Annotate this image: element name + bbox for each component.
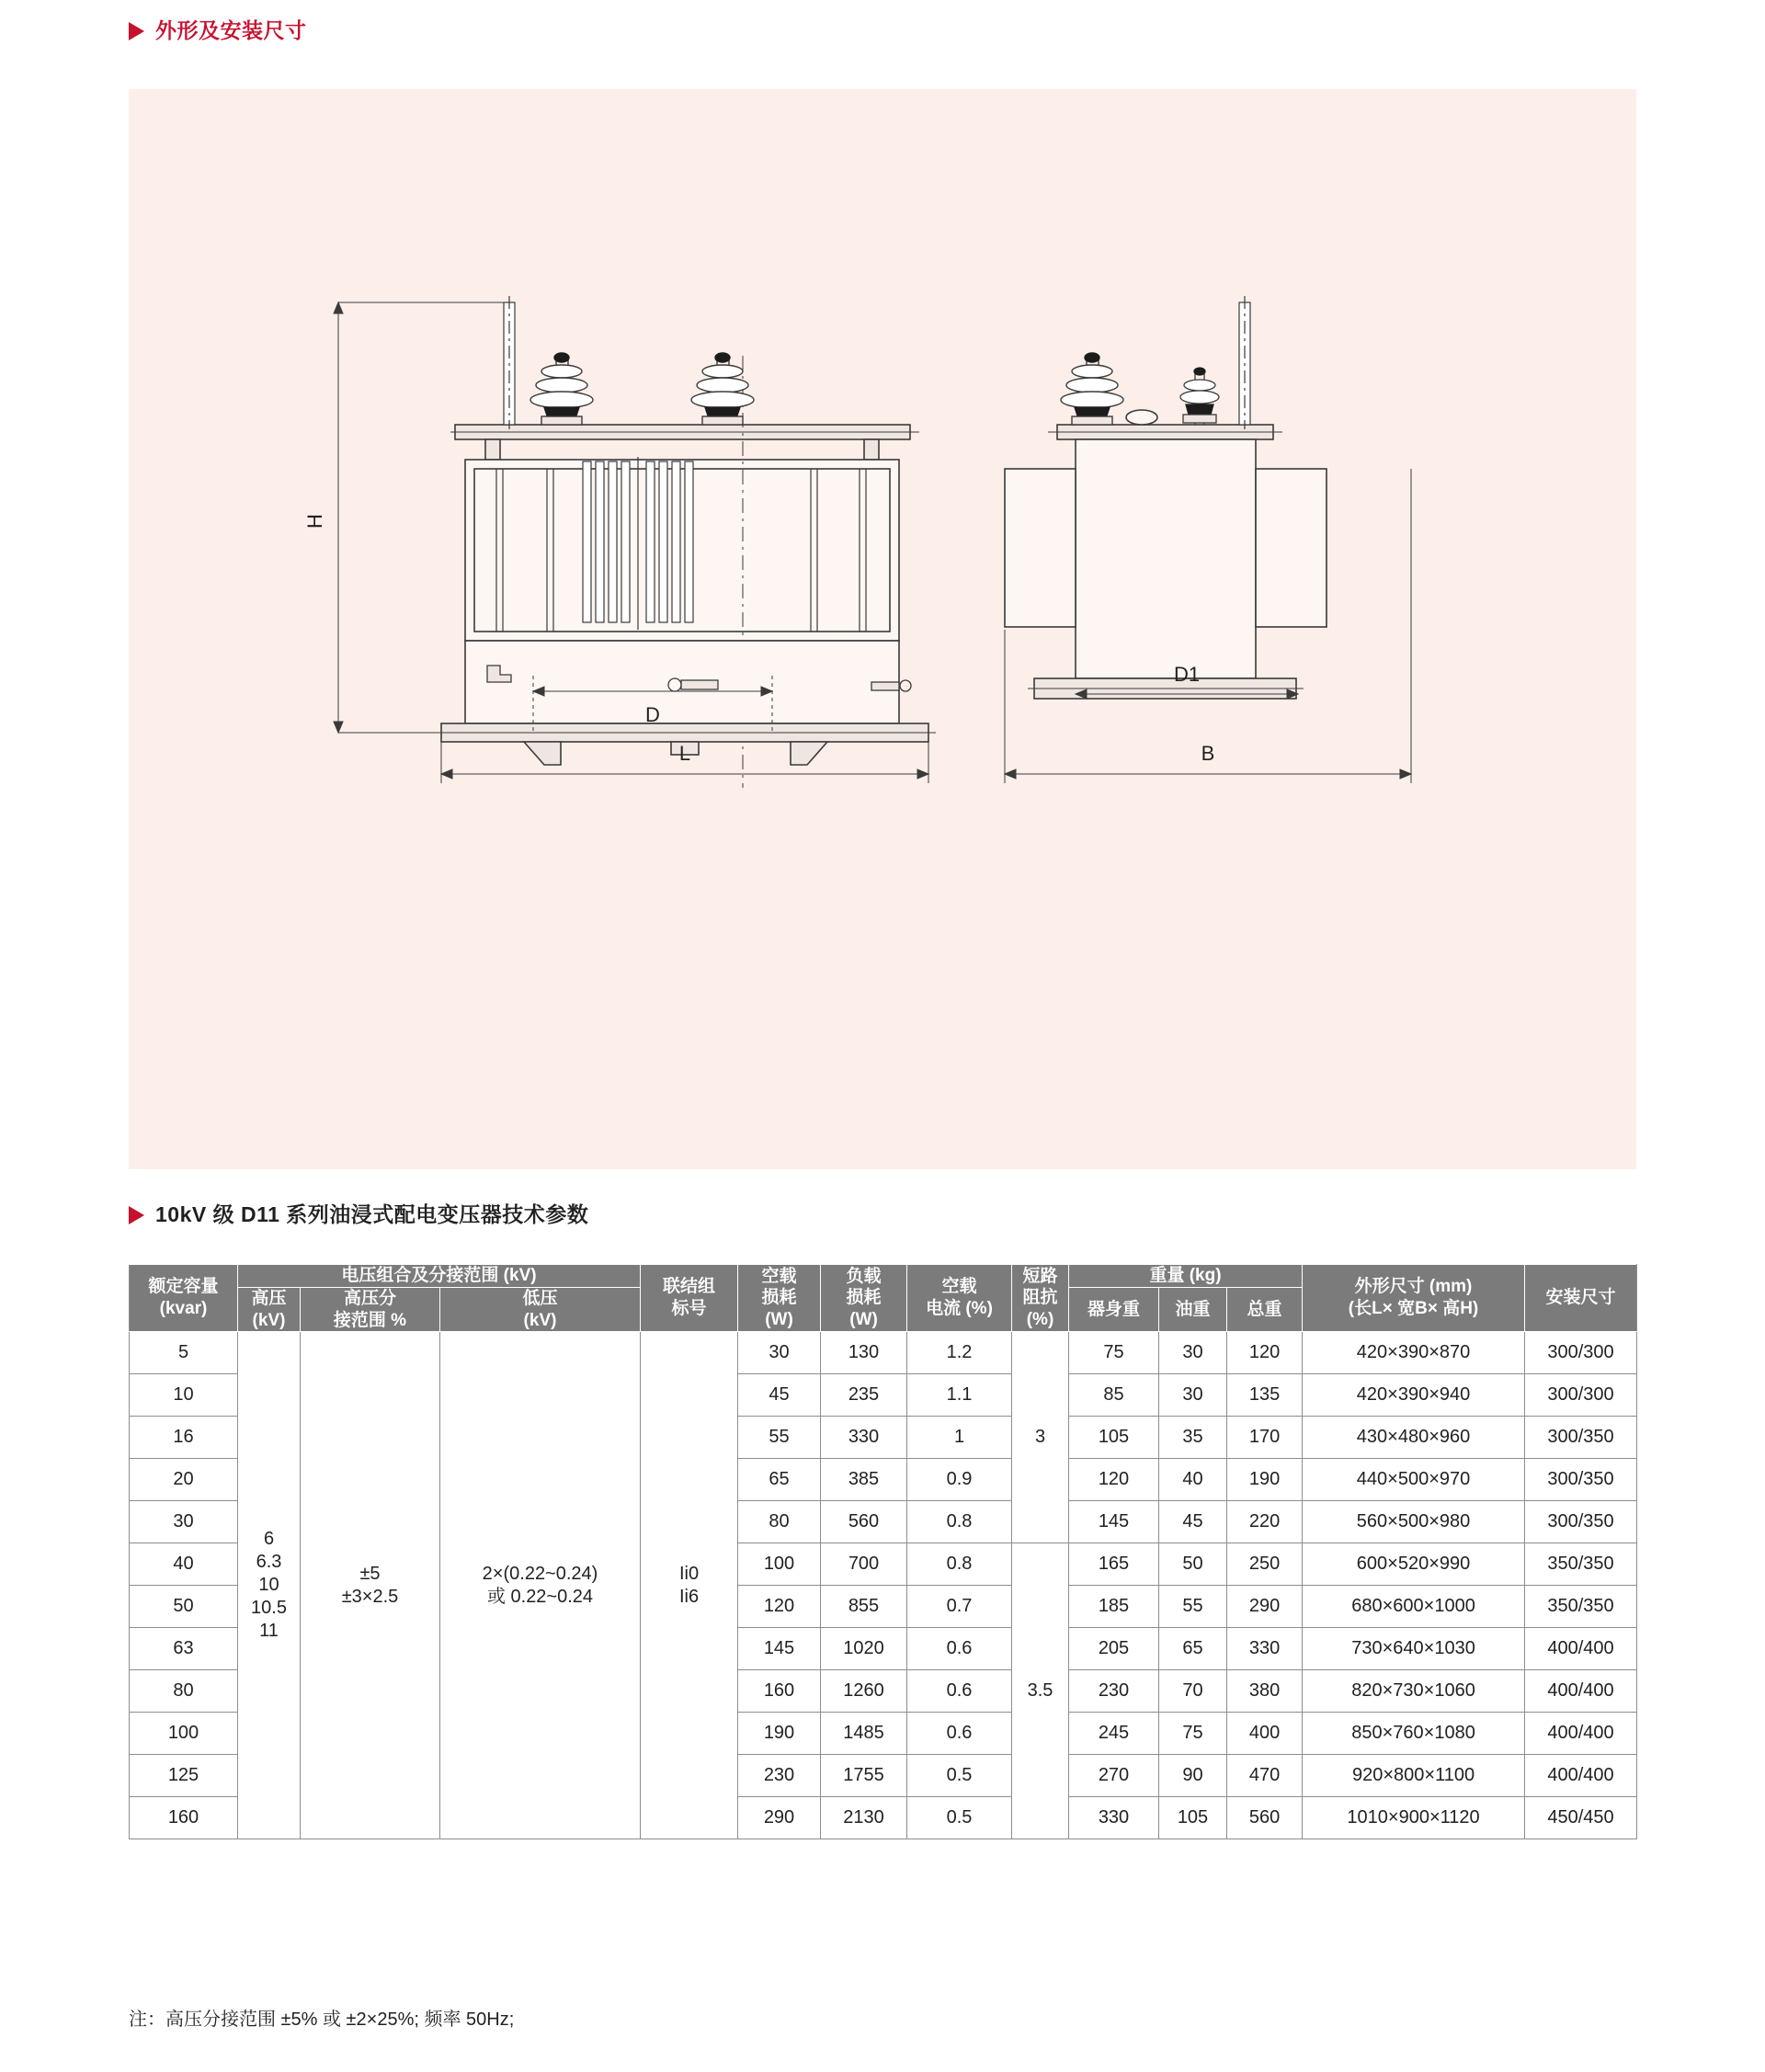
cell-body-weight: 230 xyxy=(1069,1670,1159,1713)
cell-install: 300/350 xyxy=(1525,1501,1637,1543)
cell-install: 300/350 xyxy=(1525,1417,1637,1459)
cell-total-weight: 120 xyxy=(1227,1332,1303,1374)
cell-load-loss: 235 xyxy=(821,1374,907,1417)
table-footnote: 注：高压分接范围 ±5% 或 ±2×25%; 频率 50Hz; xyxy=(129,2009,515,2030)
cell-capacity: 80 xyxy=(130,1670,238,1713)
cell-capacity: 100 xyxy=(130,1713,238,1755)
cell-outline: 430×480×960 xyxy=(1303,1417,1525,1459)
header-lv-unit: (kV) xyxy=(523,1310,557,1330)
cell-load-loss: 1020 xyxy=(821,1628,907,1670)
cell-capacity: 5 xyxy=(130,1332,238,1374)
cell-no-load-loss: 100 xyxy=(738,1543,821,1586)
cell-oil-weight: 55 xyxy=(1159,1586,1227,1628)
dim-label-D1: D1 xyxy=(1173,663,1201,686)
cell-no-load-loss: 230 xyxy=(738,1755,821,1797)
cell-oil-weight: 40 xyxy=(1159,1459,1227,1501)
cell-body-weight: 245 xyxy=(1069,1713,1159,1755)
cell-capacity: 10 xyxy=(130,1374,238,1417)
cell-capacity: 160 xyxy=(130,1797,238,1839)
spec-table-wrapper xyxy=(129,1264,1636,1839)
cell-no-load-loss: 65 xyxy=(738,1459,821,1501)
cell-total-weight: 560 xyxy=(1227,1797,1303,1839)
cell-install: 350/350 xyxy=(1525,1543,1637,1586)
header-rated-capacity xyxy=(130,1265,238,1332)
cell-load-loss: 2130 xyxy=(821,1797,907,1839)
cell-body-weight: 120 xyxy=(1069,1459,1159,1501)
cell-oil-weight: 70 xyxy=(1159,1670,1227,1713)
header-hv xyxy=(238,1287,301,1332)
cell-body-weight: 270 xyxy=(1069,1755,1159,1797)
header-impedance xyxy=(1012,1265,1069,1332)
header-connection xyxy=(641,1265,738,1332)
dim-label-L: L xyxy=(678,742,691,765)
cell-no-load-current: 1.1 xyxy=(907,1374,1012,1417)
cell-no-load-current: 0.9 xyxy=(907,1459,1012,1501)
header-hv-tap xyxy=(301,1287,440,1332)
cell-oil-weight: 30 xyxy=(1159,1374,1227,1417)
cell-total-weight: 190 xyxy=(1227,1459,1303,1501)
cell-install: 400/400 xyxy=(1525,1670,1637,1713)
header-no-load-current-line2: 电流 (%) xyxy=(926,1299,993,1319)
cell-oil-weight: 50 xyxy=(1159,1543,1227,1586)
header-hv-line1: 高压 xyxy=(251,1288,287,1308)
header-install-size: 安装尺寸 xyxy=(1525,1265,1637,1332)
cell-capacity: 63 xyxy=(130,1628,238,1670)
cell-load-loss: 130 xyxy=(821,1332,907,1374)
cell-outline: 420×390×940 xyxy=(1303,1374,1525,1417)
table-row xyxy=(130,1332,1637,1374)
cell-body-weight: 185 xyxy=(1069,1586,1159,1628)
cell-load-loss: 700 xyxy=(821,1543,907,1586)
cell-load-loss: 385 xyxy=(821,1459,907,1501)
cell-no-load-loss: 290 xyxy=(738,1797,821,1839)
cell-capacity: 125 xyxy=(130,1755,238,1797)
header-voltage-group: 电压组合及分接范围 (kV) xyxy=(238,1265,641,1288)
header-lv xyxy=(440,1287,641,1332)
header-weight: 重量 (kg) xyxy=(1069,1265,1303,1288)
cell-oil-weight: 90 xyxy=(1159,1755,1227,1797)
cell-total-weight: 220 xyxy=(1227,1501,1303,1543)
cell-oil-weight: 65 xyxy=(1159,1628,1227,1670)
cell-oil-weight: 35 xyxy=(1159,1417,1227,1459)
cell-no-load-loss: 30 xyxy=(738,1332,821,1374)
cell-no-load-current: 0.5 xyxy=(907,1755,1012,1797)
outline-drawing-panel xyxy=(129,89,1636,1169)
cell-install: 300/300 xyxy=(1525,1332,1637,1374)
header-impedance-line2: 阻抗 xyxy=(1022,1288,1058,1308)
header-load-loss-unit: (W) xyxy=(849,1310,878,1329)
cell-total-weight: 250 xyxy=(1227,1543,1303,1586)
cell-install: 350/350 xyxy=(1525,1586,1637,1628)
cell-total-weight: 290 xyxy=(1227,1586,1303,1628)
header-connection-line1: 联结组 xyxy=(662,1277,715,1297)
header-hv-tap-line1: 高压分 xyxy=(343,1288,396,1308)
header-hv-tap-line2: 接范围 % xyxy=(333,1310,407,1330)
cell-outline: 420×390×870 xyxy=(1303,1332,1525,1374)
cell-outline: 680×600×1000 xyxy=(1303,1586,1525,1628)
header-outline-size-line2: (长L× 宽B× 高H) xyxy=(1348,1299,1479,1319)
table-header-row-1 xyxy=(130,1265,1637,1288)
cell-hv-values: 6 6.3 10 10.5 11 xyxy=(238,1332,301,1839)
cell-capacity: 30 xyxy=(130,1501,238,1543)
cell-impedance-upper: 3 xyxy=(1012,1332,1069,1543)
cell-no-load-current: 0.8 xyxy=(907,1501,1012,1543)
cell-load-loss: 330 xyxy=(821,1417,907,1459)
cell-connection-values: Ii0 Ii6 xyxy=(641,1332,738,1839)
cell-no-load-loss: 190 xyxy=(738,1713,821,1755)
cell-lv-values: 2×(0.22~0.24) 或 0.22~0.24 xyxy=(440,1332,641,1839)
cell-total-weight: 470 xyxy=(1227,1755,1303,1797)
cell-no-load-current: 0.6 xyxy=(907,1628,1012,1670)
cell-body-weight: 165 xyxy=(1069,1543,1159,1586)
cell-no-load-loss: 55 xyxy=(738,1417,821,1459)
cell-total-weight: 380 xyxy=(1227,1670,1303,1713)
cell-outline: 600×520×990 xyxy=(1303,1543,1525,1586)
triangle-marker-icon xyxy=(129,1206,144,1224)
header-load-loss-line1: 负载 xyxy=(846,1266,882,1286)
cell-install: 400/400 xyxy=(1525,1713,1637,1755)
cell-no-load-current: 0.6 xyxy=(907,1713,1012,1755)
cell-capacity: 50 xyxy=(130,1586,238,1628)
header-impedance-unit: (%) xyxy=(1026,1310,1054,1329)
spec-table xyxy=(129,1264,1637,1839)
cell-no-load-loss: 160 xyxy=(738,1670,821,1713)
header-outline-size-line1: 外形尺寸 (mm) xyxy=(1354,1277,1473,1297)
cell-oil-weight: 45 xyxy=(1159,1501,1227,1543)
cell-load-loss: 560 xyxy=(821,1501,907,1543)
header-no-load-current xyxy=(907,1265,1012,1332)
header-total-weight: 总重 xyxy=(1227,1287,1303,1332)
dim-label-B: B xyxy=(1201,742,1215,765)
cell-no-load-current: 0.6 xyxy=(907,1670,1012,1713)
cell-install: 400/400 xyxy=(1525,1628,1637,1670)
cell-body-weight: 145 xyxy=(1069,1501,1159,1543)
header-no-load-loss-line1: 空载 xyxy=(761,1266,797,1286)
cell-capacity: 20 xyxy=(130,1459,238,1501)
cell-capacity: 16 xyxy=(130,1417,238,1459)
cell-total-weight: 400 xyxy=(1227,1713,1303,1755)
header-lv-line1: 低压 xyxy=(522,1288,558,1308)
cell-no-load-current: 1 xyxy=(907,1417,1012,1459)
cell-load-loss: 1260 xyxy=(821,1670,907,1713)
cell-impedance-lower: 3.5 xyxy=(1012,1543,1069,1839)
header-connection-line2: 标号 xyxy=(671,1299,707,1319)
cell-no-load-loss: 145 xyxy=(738,1628,821,1670)
cell-total-weight: 135 xyxy=(1227,1374,1303,1417)
cell-outline: 820×730×1060 xyxy=(1303,1670,1525,1713)
cell-install: 300/300 xyxy=(1525,1374,1637,1417)
header-impedance-line1: 短路 xyxy=(1022,1266,1058,1286)
cell-total-weight: 330 xyxy=(1227,1628,1303,1670)
cell-outline: 730×640×1030 xyxy=(1303,1628,1525,1670)
cell-hv-tap-values: ±5 ±3×2.5 xyxy=(301,1332,440,1839)
cell-install: 450/450 xyxy=(1525,1797,1637,1839)
cell-outline: 850×760×1080 xyxy=(1303,1713,1525,1755)
cell-install: 300/350 xyxy=(1525,1459,1637,1501)
header-no-load-loss-unit: (W) xyxy=(765,1310,793,1329)
header-body-weight: 器身重 xyxy=(1069,1287,1159,1332)
header-rated-capacity-line1: 额定容量 xyxy=(148,1277,219,1297)
cell-no-load-loss: 45 xyxy=(738,1374,821,1417)
dimensions-heading-text: 外形及安装尺寸 xyxy=(155,18,307,42)
dim-label-D: D xyxy=(645,703,660,726)
header-load-loss-line2: 损耗 xyxy=(846,1288,882,1308)
cell-oil-weight: 75 xyxy=(1159,1713,1227,1755)
cell-no-load-current: 1.2 xyxy=(907,1332,1012,1374)
cell-outline: 560×500×980 xyxy=(1303,1501,1525,1543)
header-oil-weight: 油重 xyxy=(1159,1287,1227,1332)
cell-no-load-loss: 120 xyxy=(738,1586,821,1628)
cell-capacity: 40 xyxy=(130,1543,238,1586)
cell-oil-weight: 105 xyxy=(1159,1797,1227,1839)
cell-body-weight: 105 xyxy=(1069,1417,1159,1459)
transformer-outline-drawing xyxy=(129,89,1636,1169)
dim-label-H: H xyxy=(303,514,326,529)
cell-no-load-current: 0.8 xyxy=(907,1543,1012,1586)
cell-body-weight: 85 xyxy=(1069,1374,1159,1417)
table-body xyxy=(130,1332,1637,1839)
header-no-load-current-line1: 空载 xyxy=(941,1277,977,1297)
dimensions-section-heading xyxy=(129,20,307,41)
cell-load-loss: 1485 xyxy=(821,1713,907,1755)
cell-body-weight: 205 xyxy=(1069,1628,1159,1670)
header-load-loss xyxy=(821,1265,907,1332)
specs-heading-text: 10kV 级 D11 系列油浸式配电变压器技术参数 xyxy=(155,1202,589,1226)
cell-load-loss: 855 xyxy=(821,1586,907,1628)
cell-oil-weight: 30 xyxy=(1159,1332,1227,1374)
cell-outline: 440×500×970 xyxy=(1303,1459,1525,1501)
cell-no-load-current: 0.5 xyxy=(907,1797,1012,1839)
cell-total-weight: 170 xyxy=(1227,1417,1303,1459)
cell-outline: 920×800×1100 xyxy=(1303,1755,1525,1797)
cell-outline: 1010×900×1120 xyxy=(1303,1797,1525,1839)
header-outline-size xyxy=(1303,1265,1525,1332)
cell-no-load-loss: 80 xyxy=(738,1501,821,1543)
header-no-load-loss-line2: 损耗 xyxy=(761,1288,797,1308)
cell-load-loss: 1755 xyxy=(821,1755,907,1797)
cell-install: 400/400 xyxy=(1525,1755,1637,1797)
header-rated-capacity-line2: (kvar) xyxy=(159,1299,208,1319)
cell-body-weight: 330 xyxy=(1069,1797,1159,1839)
header-no-load-loss xyxy=(738,1265,821,1332)
specs-section-heading xyxy=(129,1204,588,1225)
cell-no-load-current: 0.7 xyxy=(907,1586,1012,1628)
cell-body-weight: 75 xyxy=(1069,1332,1159,1374)
header-hv-unit: (kV) xyxy=(252,1310,286,1330)
triangle-marker-icon xyxy=(129,22,144,40)
